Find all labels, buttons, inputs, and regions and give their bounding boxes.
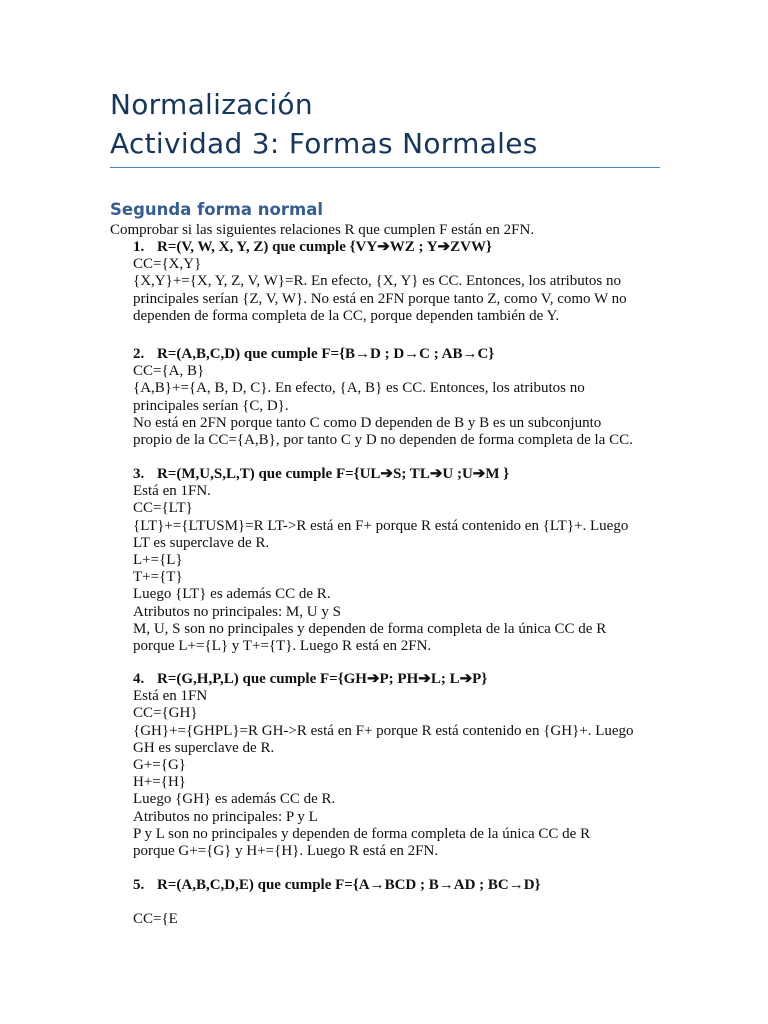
exercise-title <box>133 239 673 256</box>
exercise-statement: R=(A,B,C,D) que cumple F={B→D ; D→C ; AB→C} <box>157 346 495 362</box>
exercise-line: dependen de forma completa de la CC, porque dependen también de Y. <box>133 307 560 324</box>
exercise-line: porque L+={L} y T+={T}. Luego R está en 2FN. <box>133 638 432 655</box>
exercise-4 <box>133 671 673 860</box>
exercise-number: 4. <box>133 671 145 687</box>
exercise-5 <box>133 877 673 928</box>
exercise-line: porque G+={G} y H+={H}. Luego R está en 2FN. <box>133 843 439 860</box>
exercise-statement: R=(G,H,P,L) que cumple F={GH➔P; PH➔L; L➔P} <box>157 671 488 687</box>
exercise-line: H+={H} <box>133 774 186 791</box>
exercise-line: LT es superclave de R. <box>133 534 270 551</box>
exercise-line: {GH}+={GHPL}=R GH->R está en F+ porque R está contenido en {GH}+. Luego <box>133 722 634 739</box>
exercise-line: Está en 1FN. <box>133 483 211 500</box>
exercise-line: CC={GH} <box>133 705 198 722</box>
exercise-number: 5. <box>133 877 145 893</box>
exercise-line: {X,Y}+={X, Y, Z, V, W}=R. En efecto, {X, Y} es CC. Entonces, los atributos no <box>133 273 621 290</box>
exercise-line: GH es superclave de R. <box>133 739 275 756</box>
exercise-statement: R=(A,B,C,D,E) que cumple F={A→BCD ; B→AD ; BC→D} <box>157 877 541 893</box>
exercise-line: Atributos no principales: P y L <box>133 808 318 825</box>
exercise-line: G+={G} <box>133 757 186 774</box>
exercise-line: T+={T} <box>133 569 183 586</box>
exercise-line: Atributos no principales: M, U y S <box>133 603 341 620</box>
exercise-line: M, U, S son no principales y dependen de forma completa de la única CC de R <box>133 620 607 637</box>
document-title: Normalización <box>110 88 313 121</box>
exercise-title <box>133 466 673 483</box>
exercise-line: L+={L} <box>133 552 183 569</box>
exercise-line: CC={A, B} <box>133 363 205 380</box>
title-divider <box>110 167 660 168</box>
exercise-line: principales serían {Z, V, W}. No está en 2FN porque tanto Z, como V, como W no <box>133 290 627 307</box>
exercise-number: 3. <box>133 466 145 482</box>
exercise-3 <box>133 466 673 655</box>
exercise-line: Está en 1FN <box>133 688 208 705</box>
exercise-line: CC={E <box>133 911 178 928</box>
exercise-number: 2. <box>133 346 145 362</box>
exercise-line <box>133 894 673 911</box>
exercise-statement: R=(M,U,S,L,T) que cumple F={UL➔S; TL➔U ;U➔M } <box>157 466 510 482</box>
exercise-line: principales serían {C, D}. <box>133 397 289 414</box>
section-intro: Comprobar si las siguientes relaciones R que cumplen F están en 2FN. <box>110 222 535 238</box>
exercise-title <box>133 671 673 688</box>
exercise-line: P y L son no principales y dependen de forma completa de la única CC de R <box>133 825 591 842</box>
exercise-line: propio de la CC={A,B}, por tanto C y D no dependen de forma completa de la CC. <box>133 432 633 449</box>
exercise-line: Luego {GH} es además CC de R. <box>133 791 336 808</box>
exercise-title <box>133 346 673 363</box>
section-heading: Segunda forma normal <box>110 200 323 219</box>
exercise-line: CC={X,Y} <box>133 256 202 273</box>
document-subtitle: Actividad 3: Formas Normales <box>110 127 538 160</box>
exercise-line: Luego {LT} es además CC de R. <box>133 586 331 603</box>
exercise-title <box>133 877 673 894</box>
exercise-line: CC={LT} <box>133 500 193 517</box>
exercise-2 <box>133 346 673 449</box>
exercise-line: No está en 2FN porque tanto C como D dependen de B y B es un subconjunto <box>133 414 602 431</box>
exercise-number: 1. <box>133 239 145 255</box>
exercise-statement: R=(V, W, X, Y, Z) que cumple {VY➔WZ ; Y➔ZVW} <box>157 239 492 255</box>
exercise-line: {A,B}+={A, B, D, C}. En efecto, {A, B} es CC. Entonces, los atributos no <box>133 380 585 397</box>
exercise-line: {LT}+={LTUSM}=R LT->R está en F+ porque R está contenido en {LT}+. Luego <box>133 517 629 534</box>
exercise-1 <box>133 239 673 325</box>
